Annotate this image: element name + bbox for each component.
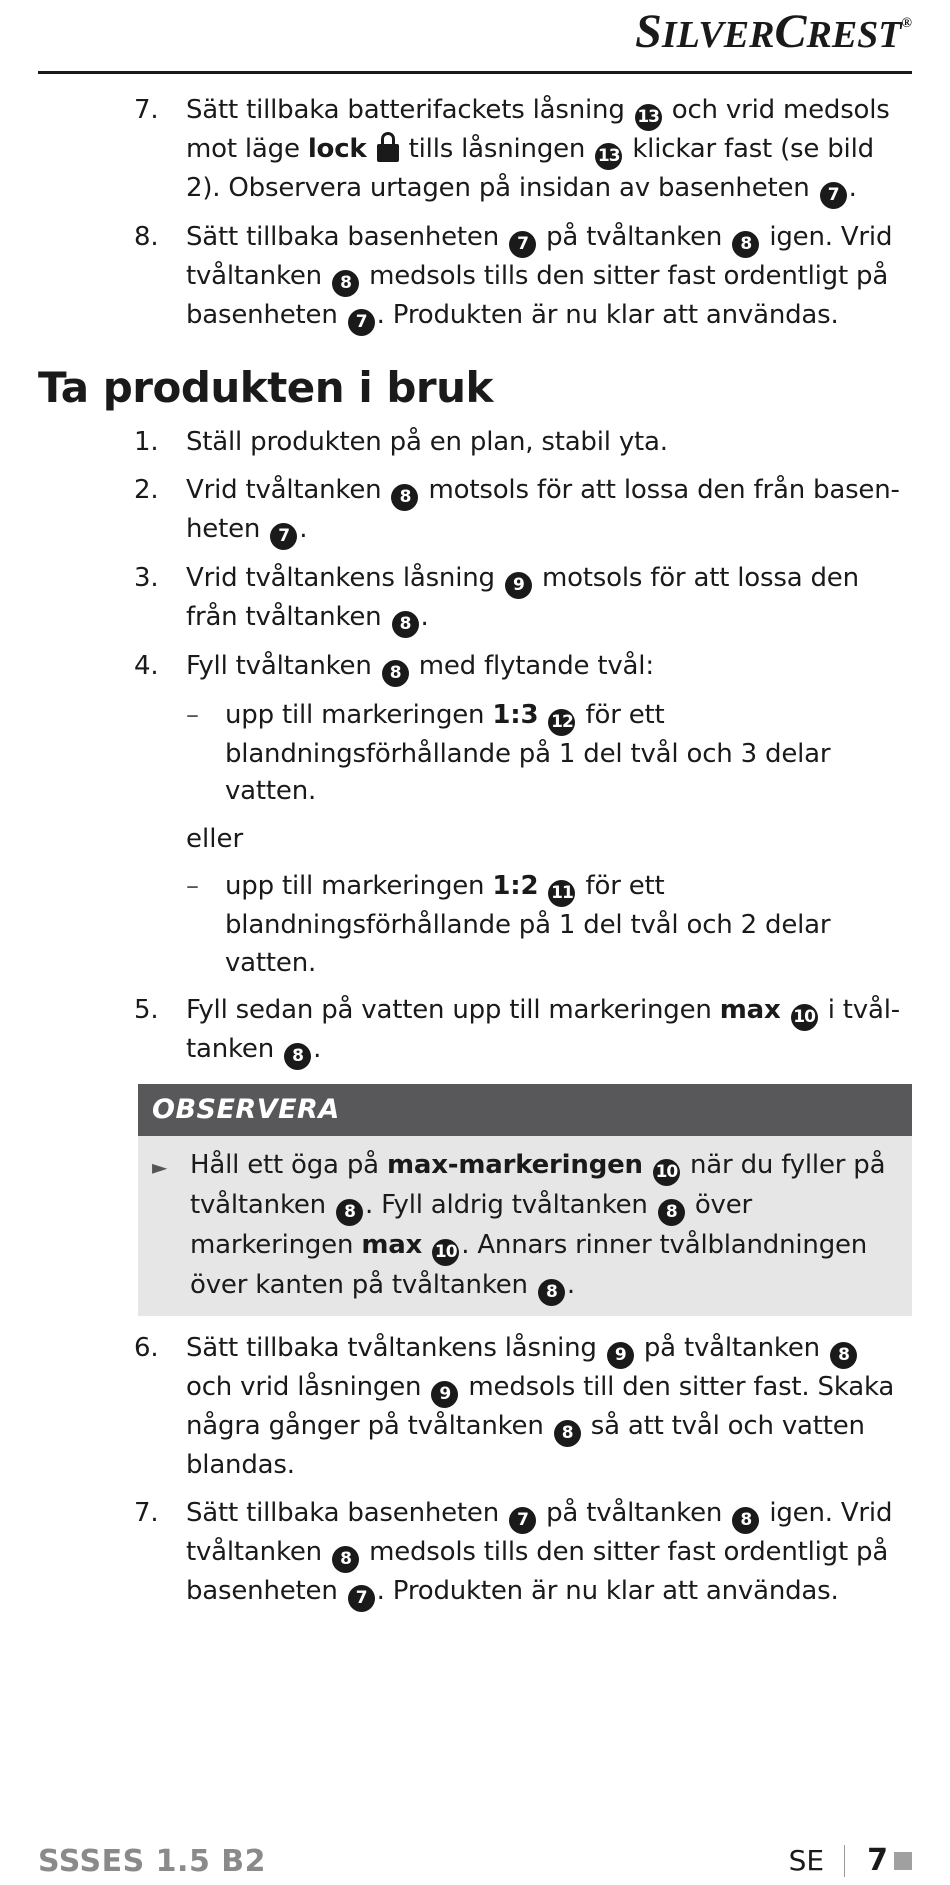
text-fragment: medsols till den sitter fast. Skaka några gånger på tvåltanken — [186, 1372, 895, 1441]
text-fragment: klickar fast (se bild 2). Observera urtagen på insidan av basenheten — [186, 134, 874, 203]
text-fragment: medsols tills den sitter fast ordentligt på basenheten — [186, 261, 889, 330]
step-4 — [38, 648, 912, 687]
page-content — [38, 92, 912, 1622]
text-fragment: igen. Vrid tvåltanken — [186, 1497, 893, 1567]
text-fragment: motsols för att lossa den från basenheten — [186, 474, 900, 544]
or-text: eller — [186, 823, 244, 854]
lock-icon — [377, 132, 399, 162]
header-rule — [38, 71, 912, 74]
part-badge-icon: 10 — [432, 1239, 459, 1266]
text-fragment: Sätt tillbaka tvåltankens låsning — [186, 1333, 605, 1363]
sub-item-1-3 — [38, 697, 912, 811]
text-fragment: Fyll sedan på vatten upp till markeringen — [186, 995, 720, 1025]
text-fragment — [643, 1150, 651, 1180]
text-fragment: och vrid låsningen — [186, 1372, 430, 1402]
note-title: OBSERVERA — [138, 1084, 912, 1136]
text-fragment: så att tvål och vatten blandas. — [186, 1411, 865, 1480]
text-fragment: 4. — [134, 650, 159, 681]
part-badge-icon: 10 — [653, 1159, 680, 1186]
text-fragment: . Produkten är nu klar att användas. — [376, 1575, 839, 1606]
text-fragment: 5. — [134, 995, 159, 1025]
part-badge-icon: 7 — [348, 309, 375, 336]
text-fragment: Vrid tvåltanken — [186, 474, 390, 505]
part-badge-icon: 8 — [284, 1043, 311, 1070]
text-fragment: 1:2 — [492, 871, 539, 901]
section-title: Ta produkten i bruk — [38, 363, 493, 412]
text-fragment: Håll ett öga på — [190, 1150, 387, 1180]
text-fragment: . — [420, 601, 429, 632]
text-fragment: Vrid tvåltankens låsning — [186, 562, 503, 593]
text-fragment: max-markeringen — [386, 1150, 643, 1180]
part-badge-icon: 11 — [548, 880, 575, 907]
part-badge-icon: 13 — [595, 143, 622, 170]
part-badge-icon: 13 — [635, 104, 662, 131]
text-fragment: S — [635, 5, 662, 58]
text-fragment: upp till markeringen — [225, 871, 493, 901]
text-fragment: ® — [901, 16, 912, 31]
step-top-8 — [38, 219, 912, 336]
text-fragment: över markeringen — [190, 1190, 753, 1260]
text-fragment: motsols för att lossa den från tvåltanken — [186, 562, 859, 632]
part-badge-icon: 8 — [392, 611, 419, 638]
text-fragment: Fyll tvåltanken — [186, 650, 380, 681]
text-fragment: lock — [307, 134, 367, 164]
text-fragment: – — [186, 699, 199, 730]
text-fragment: . — [313, 1034, 322, 1064]
text-fragment: max — [719, 995, 781, 1025]
part-badge-icon: 7 — [270, 523, 297, 550]
text-fragment: 7. — [134, 95, 159, 125]
text-fragment: i tvåltanken — [186, 995, 901, 1064]
text-fragment — [781, 995, 789, 1025]
text-fragment: på tvåltanken — [538, 1497, 731, 1528]
note-body — [138, 1136, 912, 1316]
step-7 — [38, 1495, 912, 1612]
part-badge-icon: 8 — [658, 1199, 685, 1226]
step-3 — [38, 560, 912, 638]
text-fragment: för ett blandningsförhållande på 1 del tvål och 3 delar vatten. — [225, 699, 831, 806]
step-5 — [38, 992, 912, 1070]
page-number: 7 — [867, 1843, 888, 1878]
part-badge-icon: 7 — [509, 1507, 536, 1534]
footer-language: SE — [788, 1844, 825, 1877]
text-fragment: Sätt tillbaka basenheten — [186, 1497, 508, 1528]
part-badge-icon: 7 — [509, 231, 536, 258]
text-fragment — [377, 144, 399, 162]
text-fragment: 1. — [134, 427, 159, 457]
part-badge-icon: 8 — [336, 1199, 363, 1226]
text-fragment: 7. — [134, 1497, 159, 1528]
part-badge-icon: 8 — [391, 484, 418, 511]
text-fragment: upp till markeringen — [225, 699, 493, 730]
step-6 — [38, 1330, 912, 1485]
text-fragment: på tvåltanken — [538, 222, 731, 252]
text-fragment: Ställ produkten på en plan, stabil yta. — [186, 427, 668, 457]
note-box — [138, 1084, 912, 1316]
part-badge-icon: 10 — [791, 1004, 818, 1031]
footer-page-info — [789, 1843, 912, 1878]
text-fragment: för ett blandningsförhållande på 1 del tvål och 2 delar vatten. — [225, 871, 831, 978]
part-badge-icon: 8 — [732, 1507, 759, 1534]
text-fragment: tills låsningen — [400, 134, 594, 164]
part-badge-icon: 9 — [607, 1342, 634, 1369]
text-fragment — [422, 1230, 430, 1260]
text-fragment: . — [848, 173, 857, 203]
text-fragment: medsols tills den sitter fast ordentligt på basenheten — [186, 1536, 889, 1606]
part-badge-icon: 8 — [732, 231, 759, 258]
text-fragment: – — [186, 871, 199, 901]
text-fragment: max — [361, 1230, 423, 1260]
text-fragment: 3. — [134, 562, 159, 593]
footer-model: SSSES 1.5 B2 — [38, 1844, 266, 1879]
text-fragment: C — [774, 5, 807, 58]
part-badge-icon: 9 — [505, 572, 532, 599]
text-fragment — [538, 871, 546, 901]
part-badge-icon: 8 — [382, 660, 409, 687]
part-badge-icon: 8 — [538, 1279, 565, 1306]
text-fragment — [538, 700, 546, 730]
text-fragment: REST — [806, 14, 902, 56]
arrow-right-icon: ► — [152, 1155, 168, 1179]
text-fragment: 8. — [134, 222, 159, 252]
step-top-7 — [38, 92, 912, 209]
text-fragment: Sätt tillbaka batterifackets låsning — [186, 95, 633, 125]
text-fragment: igen. Vrid tvåltanken — [186, 222, 893, 291]
text-fragment: 6. — [134, 1333, 159, 1363]
text-fragment: Sätt tillbaka basenheten — [186, 222, 508, 252]
part-badge-icon: 12 — [548, 709, 575, 736]
part-badge-icon: 7 — [820, 182, 847, 209]
part-badge-icon: 9 — [431, 1381, 458, 1408]
text-fragment: . Annars rinner tvålblandningen över kanten på tvåltanken — [190, 1230, 868, 1300]
text-fragment: och vrid medsols mot läge — [186, 95, 890, 164]
step-2 — [38, 472, 912, 550]
text-fragment: 1:3 — [492, 699, 539, 730]
square-marker-icon — [894, 1852, 912, 1870]
text-fragment: 2. — [134, 474, 159, 505]
text-fragment: med flytande tvål: — [410, 650, 654, 681]
part-badge-icon: 7 — [348, 1585, 375, 1612]
part-badge-icon: 8 — [554, 1420, 581, 1447]
text-fragment: . Produkten är nu klar att användas. — [376, 300, 839, 330]
text-fragment: . — [299, 513, 308, 544]
text-fragment: när du fyller på tvåltanken — [190, 1150, 886, 1220]
brand-logo — [635, 4, 912, 59]
part-badge-icon: 8 — [332, 270, 359, 297]
text-fragment: . — [566, 1270, 575, 1300]
part-badge-icon: 8 — [332, 1546, 359, 1573]
part-badge-icon: 8 — [830, 1342, 857, 1369]
text-fragment: . Fyll aldrig tvåltanken — [365, 1190, 656, 1220]
footer-separator — [844, 1845, 845, 1877]
step-1 — [38, 424, 912, 462]
text-fragment: ILVER — [661, 14, 775, 56]
sub-item-1-2 — [38, 868, 912, 982]
text-fragment: på tvåltanken — [635, 1333, 828, 1363]
